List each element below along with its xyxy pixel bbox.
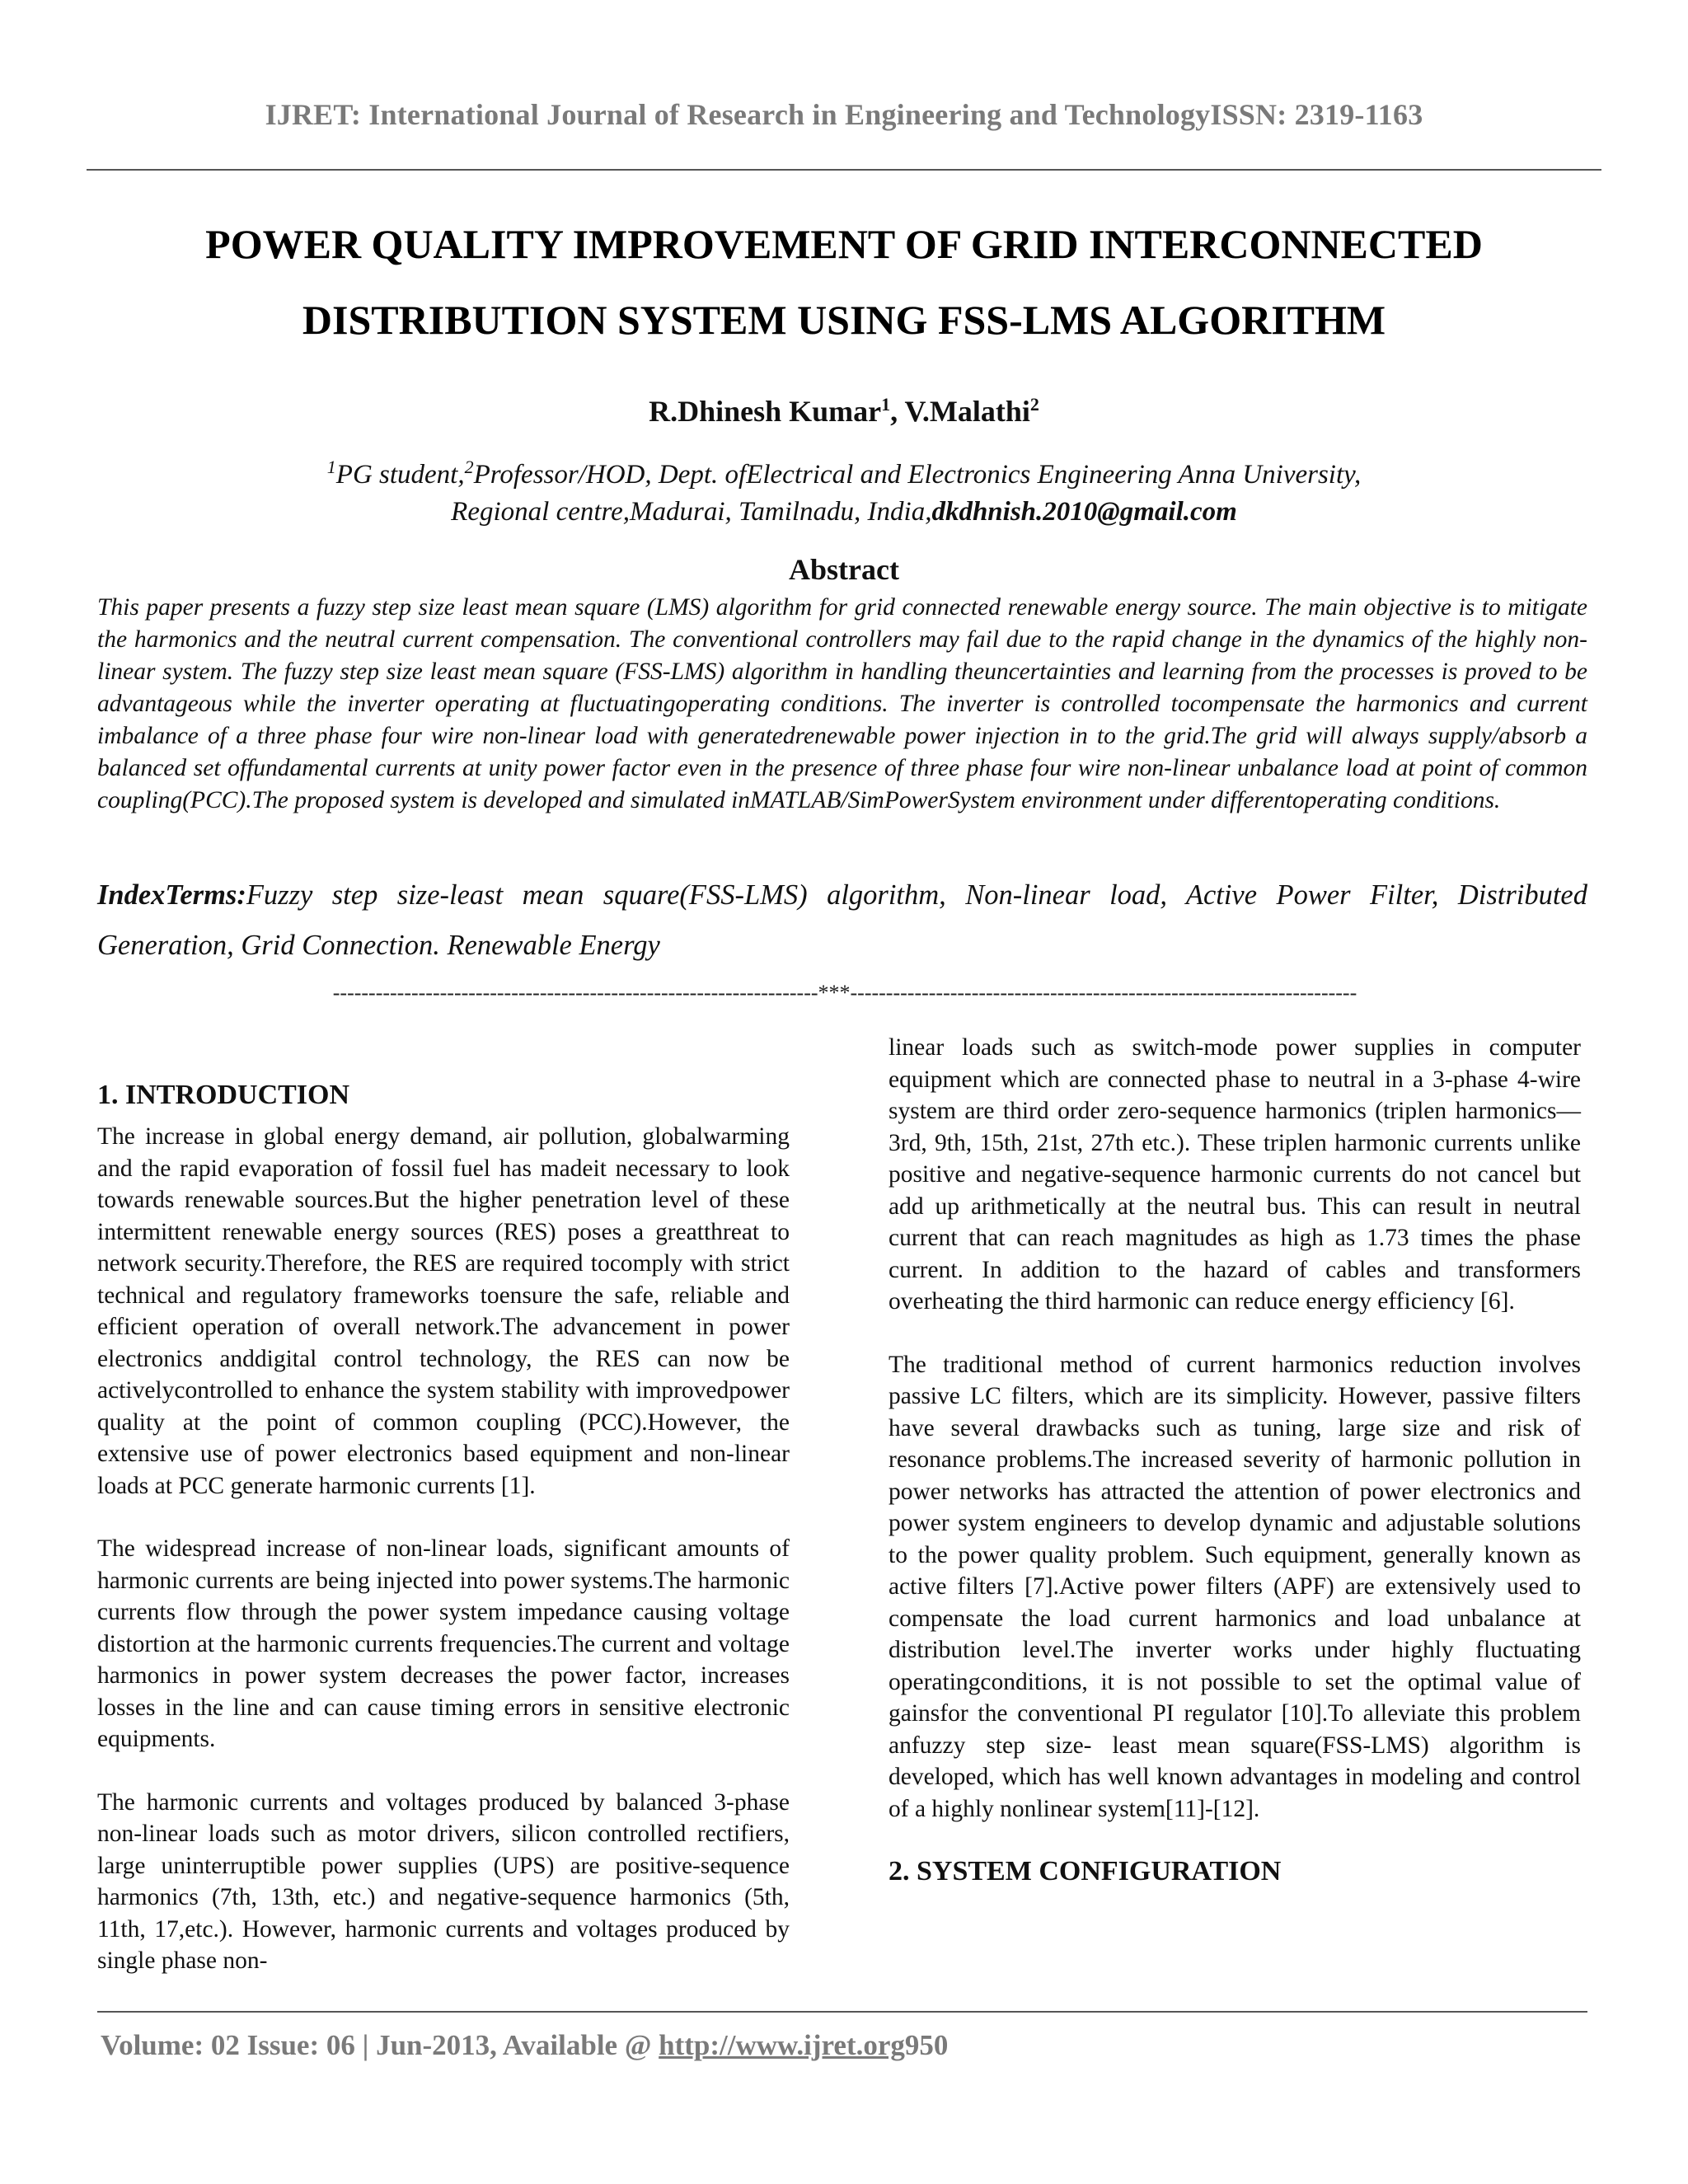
affil-role-1: PG student, [335,460,465,490]
author-2: V.Malathi [904,395,1030,428]
author-separator: , [890,395,905,428]
affiliation-line-2 [0,494,1688,531]
right-column [889,1032,1581,1888]
journal-link[interactable]: http://www.ijret.org [659,2029,905,2061]
affil-mark-1: 1 [326,457,336,477]
footer-rule [97,2011,1587,2013]
author-2-affil-mark: 2 [1029,394,1039,415]
affiliation [0,448,1688,531]
affil-line-1-rest: Professor/HOD, Dept. ofElectrical and Electronics Engineering Anna University, [473,460,1362,490]
separator-stars: *** [818,981,851,1005]
intro-paragraph-2: The widespread increase of non-linear loads, significant amounts of harmonic currents are being injected into power systems.The harmonic currents flow through the power system impedance causing voltage distortion at the harmonic currents frequencies.The current and voltage harmonics in power system decreases the power factor, increases losses in the line and can cause timing errors in sensitive electronic equipments. [97,1535,790,1752]
paper-title [0,206,1688,358]
separator-right: ----------------------------------------------------------------------- [850,981,1357,1005]
journal-header: IJRET: International Journal of Research in Engineering and TechnologyISSN: 2319-1163 [265,98,1423,131]
abstract-text: This paper presents a fuzzy step size least mean square (LMS) algorithm for grid connected renewable energy source. The main objective is to mitigate the harmonics and the neutral current compensation. The conventional controllers may fail due to the rapid change in the dynamics of the highly non-linear system. The fuzzy step size least mean square (FSS-LMS) algorithm in handling theuncertainties and learning from the processes is proved to be advantageous while the inverter operating at fluctuatingoperating conditions. The inverter is controlled tocompensate the harmonics and current imbalance of a three phase four wire non-linear load with generatedrenewable power injection in to the grid.The grid will always supply/absorb a balanced set offundamental currents at unity power factor even in the presence of three phase four wire non-linear unbalance load at point of common coupling(PCC).The proposed system is developed and simulated inMATLAB/SimPowerSystem environment under differentoperating conditions. [97,594,1587,813]
page-footer [101,2029,948,2062]
index-terms-text: Fuzzy step size-least mean square(FSS-LMS) algorithm, Non-linear load, Active Power Filter, Distributed Generation, Grid Connection. Renewable Energy [97,879,1587,961]
page-number: 950 [904,2029,949,2061]
author-list [0,394,1688,429]
abstract-heading: Abstract [789,553,899,586]
footer-prefix: Volume: 02 Issue: 06 | Jun-2013, Available @ [101,2029,659,2061]
index-terms [97,870,1587,971]
header-rule [87,169,1601,171]
title-line-1: POWER QUALITY IMPROVEMENT OF GRID INTERCONNECTED [205,221,1483,267]
title-line-2: DISTRIBUTION SYSTEM USING FSS-LMS ALGORITHM [302,297,1386,343]
intro-paragraph-1: The increase in global energy demand, air pollution, globalwarming and the rapid evaporation of fossil fuel has madeit necessary to look towards renewable sources.But the higher penetration level of these intermittent renewable energy sources (RES) poses a greatthreat to network security.Therefore, the RES are required tocomply with strict technical and regulatory frameworks toensure the safe, reliable and efficient operation of overall network.The advancement in power electronics anddigital control technology, the RES can now be activelycontrolled to enhance the system stability with improvedpower quality at the point of common coupling (PCC).However, the extensive use of power electronics based equipment and non-linear loads at PCC generate harmonic currents [1]. [97,1123,790,1499]
section-2-heading: 2. SYSTEM CONFIGURATION [889,1856,1282,1886]
left-column [97,1080,790,2008]
section-1-heading: 1. INTRODUCTION [97,1080,350,1110]
author-email[interactable]: dkdhnish.2010@gmail.com [931,497,1237,527]
intro-paragraph-5: The traditional method of current harmonics reduction involves passive LC filters, which are its simplicity. However, passive filters have several drawbacks such as tuning, large size and risk of resonance problems.The increased severity of harmonic pollution in power networks has attracted the attention of power electronics and power system engineers to develop dynamic and adjustable solutions to the power quality problem. Such equipment, generally known as active filters [7].Active power filters (APF) are extensively used to compensate the load current harmonics and load unbalance at distribution level.The inverter works under highly fluctuating operatingconditions, it is not possible to set the optimal value of gainsfor the conventional PI regulator [10].To alleviate this problem anfuzzy step size- least mean square(FSS-LMS) algorithm is developed, which has well known advantages in modeling and control of a highly nonlinear system[11]-[12]. [889,1351,1581,1822]
author-1: R.Dhinesh Kumar [649,395,882,428]
affil-location: Regional centre,Madurai, Tamilnadu, India, [451,497,932,527]
intro-paragraph-3: The harmonic currents and voltages produced by balanced 3-phase non-linear loads such as motor drivers, silicon controlled rectifiers, large uninterruptible power supplies (UPS) are positive-sequence harmonics (7th, 13th, etc.) and negative-sequence harmonics (5th, 11th, 17,etc.). However, harmonic currents and voltages produced by single phase non- [97,1788,790,1974]
intro-paragraph-4: linear loads such as switch-mode power supplies in computer equipment which are connected phase to neutral in a 3-phase 4-wire system are third order zero-sequence harmonics (triplen harmonics—3rd, 9th, 15th, 21st, 27th etc.). These triplen harmonic currents unlike positive and negative-sequence harmonic currents do not cancel but add up arithmetically at the neutral bus. This can result in neutral current that can reach magnitudes as high as 1.73 times the phase current. In addition to the hazard of cables and transformers overheating the third harmonic can reduce energy efficiency [6]. [889,1034,1581,1315]
affil-mark-2: 2 [464,457,474,477]
section-separator [87,981,1603,1005]
separator-left: -------------------------------------------------------------------- [332,981,818,1005]
author-1-affil-mark: 1 [881,394,891,415]
affiliation-line-1 [0,448,1688,494]
index-terms-label: IndexTerms: [97,879,246,911]
